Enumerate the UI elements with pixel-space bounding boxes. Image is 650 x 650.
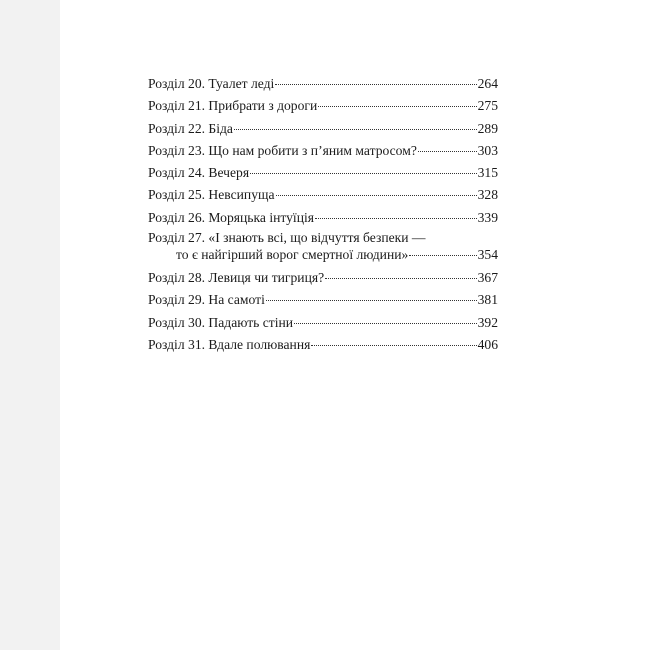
dot-leader [311, 345, 476, 346]
toc-entry-title: Розділ 24. Вечеря [148, 165, 250, 181]
dot-leader [418, 151, 477, 152]
toc-page-number: 339 [477, 209, 498, 225]
dot-leader [325, 278, 476, 279]
toc-page-number: 392 [477, 314, 498, 330]
toc-entry-28[interactable] [148, 267, 498, 289]
toc-page-number: 367 [477, 270, 498, 286]
dot-leader [318, 106, 476, 107]
toc-entry-title: Розділ 22. Біда [148, 120, 233, 136]
toc-entry-25[interactable] [148, 184, 498, 206]
toc-entry-21[interactable] [148, 95, 498, 117]
toc-entry-title: Розділ 23. Що нам робити з п’яним матросом? [148, 142, 417, 158]
toc-entry-31[interactable] [148, 334, 498, 356]
toc-entry-title: Розділ 28. Левиця чи тигриця? [148, 270, 325, 286]
dot-leader [234, 129, 477, 130]
toc-entry-title: Розділ 26. Моряцька інтуїція [148, 209, 315, 225]
toc-entry-title: Розділ 30. Падають стіни [148, 314, 294, 330]
dot-leader [276, 195, 477, 196]
toc-entry-20[interactable] [148, 73, 498, 95]
toc-entry-22[interactable] [148, 118, 498, 140]
toc-page-number: 264 [477, 76, 498, 91]
dot-leader [266, 300, 477, 301]
dot-leader [409, 255, 476, 256]
toc-page-number: 354 [477, 247, 498, 263]
toc-page-number: 328 [477, 187, 498, 203]
toc-entry-24[interactable] [148, 162, 498, 184]
table-of-contents [148, 73, 498, 356]
toc-entry-title: Розділ 21. Прибрати з дороги [148, 98, 318, 114]
dot-leader [275, 84, 476, 85]
toc-page-number: 275 [477, 98, 498, 114]
toc-page-number: 315 [477, 165, 498, 181]
toc-page-number: 381 [477, 292, 498, 308]
toc-page-number: 406 [477, 336, 498, 352]
toc-page-number: 289 [477, 120, 498, 136]
dot-leader [250, 173, 477, 174]
toc-entry-27[interactable] [148, 229, 498, 267]
toc-entry-title: Розділ 31. Вдале полювання [148, 336, 311, 352]
toc-page-number: 303 [477, 142, 498, 158]
toc-entry-29[interactable] [148, 289, 498, 311]
toc-entry-26[interactable] [148, 207, 498, 229]
toc-entry-title-line1: Розділ 27. «І знають всі, що відчуття безпеки — [148, 230, 426, 246]
dot-leader [294, 323, 477, 324]
toc-entry-title: Розділ 29. На самоті [148, 292, 265, 308]
toc-entry-23[interactable] [148, 140, 498, 162]
toc-entry-30[interactable] [148, 312, 498, 334]
toc-entry-title: Розділ 25. Невсипуща [148, 187, 275, 203]
toc-entry-title: Розділ 20. Туалет леді [148, 76, 275, 91]
dot-leader [315, 218, 477, 219]
toc-entry-title-line2: то є найгірший ворог смертної людини» [176, 247, 409, 263]
